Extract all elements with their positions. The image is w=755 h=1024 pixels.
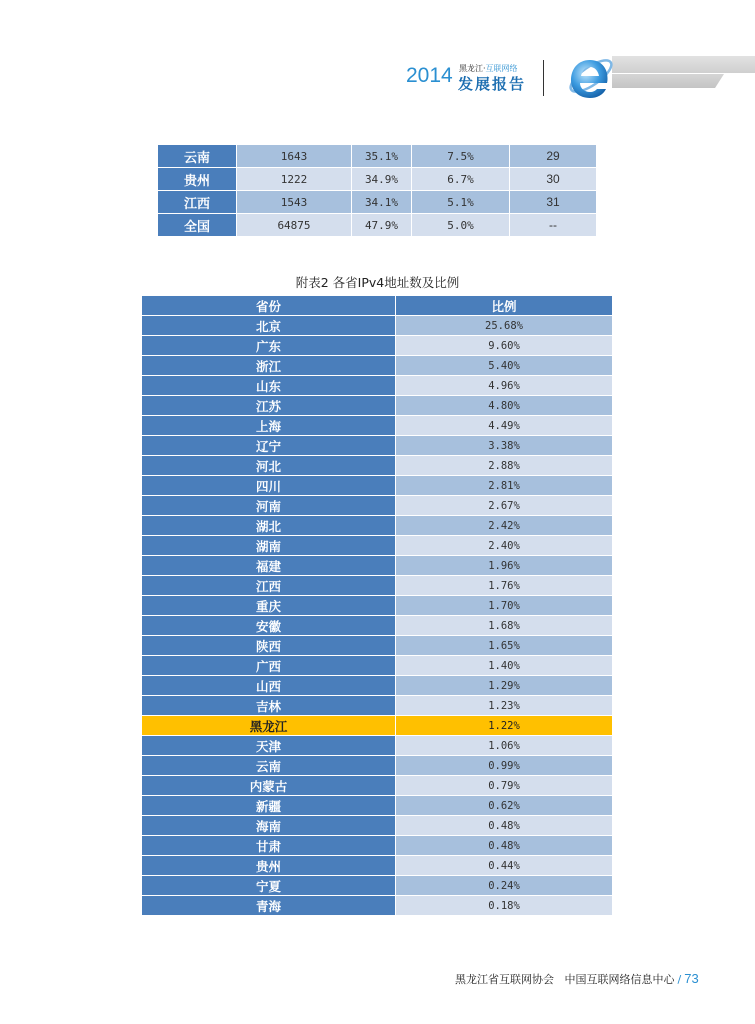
province-cell: 甘肃 bbox=[142, 836, 396, 856]
table-row bbox=[142, 656, 612, 676]
ratio-cell: 0.99% bbox=[396, 756, 613, 776]
province-cell: 全国 bbox=[158, 214, 237, 237]
province-cell: 天津 bbox=[142, 736, 396, 756]
rank-cell: 31 bbox=[510, 191, 597, 214]
page-footer bbox=[455, 971, 699, 987]
ratio-cell: 9.60% bbox=[396, 336, 613, 356]
table-row bbox=[142, 776, 612, 796]
ratio-cell: 1.06% bbox=[396, 736, 613, 756]
ratio-cell: 25.68% bbox=[396, 316, 613, 336]
province-cell: 河北 bbox=[142, 456, 396, 476]
province-cell: 贵州 bbox=[158, 168, 237, 191]
logo-bar-top bbox=[612, 56, 755, 73]
ipv4-table-body bbox=[142, 316, 612, 916]
province-cell: 青海 bbox=[142, 896, 396, 916]
table-row bbox=[142, 756, 612, 776]
table-row bbox=[142, 316, 612, 336]
province-cell: 宁夏 bbox=[142, 876, 396, 896]
province-cell: 辽宁 bbox=[142, 436, 396, 456]
table-row bbox=[142, 396, 612, 416]
table-row bbox=[142, 816, 612, 836]
table-row bbox=[142, 836, 612, 856]
column-header-ratio: 比例 bbox=[396, 296, 613, 316]
ratio-cell: 0.18% bbox=[396, 896, 613, 916]
table-row bbox=[142, 436, 612, 456]
ratio-cell: 2.88% bbox=[396, 456, 613, 476]
table-header-row bbox=[142, 296, 612, 316]
value-cell: 35.1% bbox=[352, 145, 412, 168]
value-cell: 1222 bbox=[237, 168, 352, 191]
province-cell: 江西 bbox=[158, 191, 237, 214]
province-cell: 广西 bbox=[142, 656, 396, 676]
page-number: 73 bbox=[684, 971, 699, 986]
province-cell: 吉林 bbox=[142, 696, 396, 716]
rank-cell: 30 bbox=[510, 168, 597, 191]
province-cell: 黑龙江 bbox=[142, 716, 396, 736]
ratio-cell: 2.67% bbox=[396, 496, 613, 516]
value-cell: 1643 bbox=[237, 145, 352, 168]
province-cell: 海南 bbox=[142, 816, 396, 836]
table-row bbox=[142, 796, 612, 816]
table-row bbox=[158, 145, 597, 168]
province-cell: 云南 bbox=[158, 145, 237, 168]
ratio-cell: 1.70% bbox=[396, 596, 613, 616]
table-row bbox=[142, 676, 612, 696]
ratio-cell: 1.22% bbox=[396, 716, 613, 736]
province-cell: 陕西 bbox=[142, 636, 396, 656]
ratio-cell: 2.81% bbox=[396, 476, 613, 496]
ie-e-logo-icon bbox=[564, 52, 616, 104]
value-cell: 64875 bbox=[237, 214, 352, 237]
province-cell: 江西 bbox=[142, 576, 396, 596]
brand-title: 发展报告 bbox=[458, 75, 527, 93]
table-row bbox=[142, 616, 612, 636]
footer-org-1: 黑龙江省互联网协会 bbox=[455, 973, 554, 986]
table-row bbox=[142, 876, 612, 896]
ratio-cell: 4.96% bbox=[396, 376, 613, 396]
header-divider bbox=[543, 60, 544, 96]
page-header bbox=[0, 0, 755, 120]
table-row bbox=[142, 376, 612, 396]
province-cell: 云南 bbox=[142, 756, 396, 776]
province-cell: 湖南 bbox=[142, 536, 396, 556]
province-cell: 四川 bbox=[142, 476, 396, 496]
ratio-cell: 1.96% bbox=[396, 556, 613, 576]
province-cell: 重庆 bbox=[142, 596, 396, 616]
table-caption: 附表2 各省IPv4地址数及比例 bbox=[295, 275, 460, 290]
table-row bbox=[142, 556, 612, 576]
province-stats-table bbox=[157, 144, 597, 237]
province-cell: 河南 bbox=[142, 496, 396, 516]
value-cell: 34.1% bbox=[352, 191, 412, 214]
province-cell: 广东 bbox=[142, 336, 396, 356]
logo-bar-bottom bbox=[612, 74, 724, 88]
table-row bbox=[158, 214, 597, 237]
province-cell: 福建 bbox=[142, 556, 396, 576]
brand-region: 黑龙江· bbox=[459, 64, 486, 73]
table-row bbox=[142, 636, 612, 656]
ratio-cell: 2.40% bbox=[396, 536, 613, 556]
rank-cell: 29 bbox=[510, 145, 597, 168]
footer-org-2: 中国互联网络信息中心 bbox=[564, 973, 675, 986]
table-row bbox=[142, 856, 612, 876]
value-cell: 34.9% bbox=[352, 168, 412, 191]
ratio-cell: 1.23% bbox=[396, 696, 613, 716]
table-row bbox=[142, 896, 612, 916]
ipv4-ratio-table bbox=[142, 295, 612, 916]
table-row bbox=[142, 456, 612, 476]
rank-cell: -- bbox=[510, 214, 597, 237]
table-row bbox=[142, 496, 612, 516]
table-row bbox=[142, 736, 612, 756]
value-cell: 1543 bbox=[237, 191, 352, 214]
ratio-cell: 4.49% bbox=[396, 416, 613, 436]
ratio-cell: 1.40% bbox=[396, 656, 613, 676]
ratio-cell: 1.76% bbox=[396, 576, 613, 596]
value-cell: 5.0% bbox=[412, 214, 510, 237]
ratio-cell: 0.62% bbox=[396, 796, 613, 816]
ratio-cell: 0.48% bbox=[396, 836, 613, 856]
province-cell: 山东 bbox=[142, 376, 396, 396]
ratio-cell: 0.44% bbox=[396, 856, 613, 876]
footer-separator: / bbox=[677, 973, 682, 986]
table-row bbox=[158, 168, 597, 191]
value-cell: 5.1% bbox=[412, 191, 510, 214]
table-row bbox=[142, 336, 612, 356]
ratio-cell: 3.38% bbox=[396, 436, 613, 456]
table-row bbox=[142, 416, 612, 436]
column-header-province: 省份 bbox=[142, 296, 396, 316]
ratio-cell: 2.42% bbox=[396, 516, 613, 536]
table-row bbox=[142, 356, 612, 376]
table-row bbox=[142, 696, 612, 716]
table-row bbox=[142, 596, 612, 616]
brand-internet: 互联网络 bbox=[485, 64, 518, 73]
report-year: 2014 bbox=[406, 64, 453, 87]
province-cell: 贵州 bbox=[142, 856, 396, 876]
ratio-cell: 0.79% bbox=[396, 776, 613, 796]
province-cell: 北京 bbox=[142, 316, 396, 336]
value-cell: 6.7% bbox=[412, 168, 510, 191]
province-cell: 山西 bbox=[142, 676, 396, 696]
ratio-cell: 1.65% bbox=[396, 636, 613, 656]
province-cell: 内蒙古 bbox=[142, 776, 396, 796]
table-row bbox=[158, 191, 597, 214]
ratio-cell: 0.24% bbox=[396, 876, 613, 896]
ratio-cell: 4.80% bbox=[396, 396, 613, 416]
province-cell: 湖北 bbox=[142, 516, 396, 536]
province-cell: 新疆 bbox=[142, 796, 396, 816]
province-cell: 江苏 bbox=[142, 396, 396, 416]
table-row bbox=[142, 576, 612, 596]
province-cell: 上海 bbox=[142, 416, 396, 436]
table-row bbox=[142, 476, 612, 496]
table-row bbox=[142, 536, 612, 556]
ratio-cell: 1.29% bbox=[396, 676, 613, 696]
ratio-cell: 0.48% bbox=[396, 816, 613, 836]
value-cell: 7.5% bbox=[412, 145, 510, 168]
value-cell: 47.9% bbox=[352, 214, 412, 237]
table-row-highlighted bbox=[142, 716, 612, 736]
ratio-cell: 1.68% bbox=[396, 616, 613, 636]
province-cell: 浙江 bbox=[142, 356, 396, 376]
ratio-cell: 5.40% bbox=[396, 356, 613, 376]
province-cell: 安徽 bbox=[142, 616, 396, 636]
table-row bbox=[142, 516, 612, 536]
